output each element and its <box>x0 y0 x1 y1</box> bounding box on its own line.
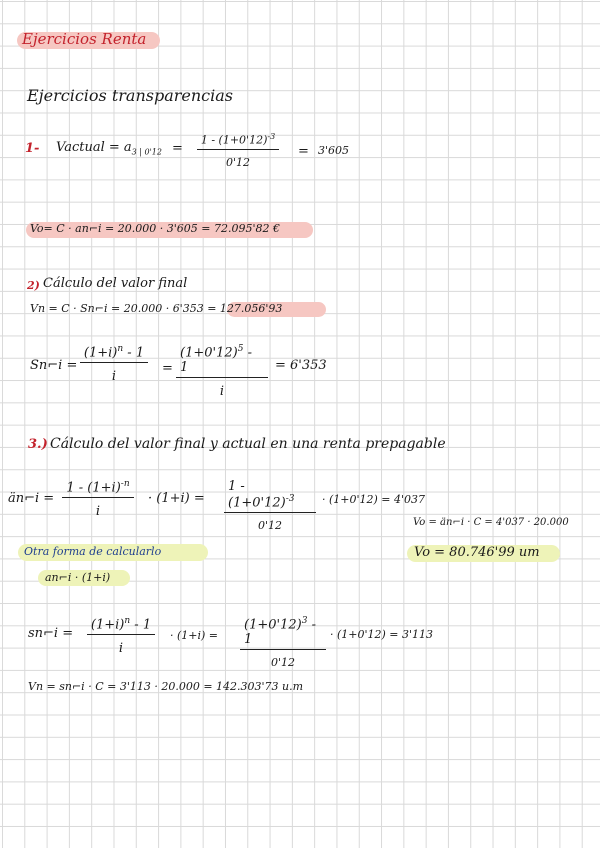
ex2-s-den1: i <box>111 369 117 385</box>
ex1-fraction-num <box>197 132 279 150</box>
ex3-s-num1-tail: - 1 <box>134 617 152 633</box>
ex3-a-lhs: än⌐i = <box>8 491 55 506</box>
ex2-fraction-1-num <box>80 344 148 363</box>
ex3-s-tail: · (1+0'12) = 3'113 <box>330 628 434 641</box>
ex3-a-fraction-1-num <box>62 479 133 498</box>
ex2-number: 2) <box>27 279 40 292</box>
ex1-eq1: = <box>172 141 183 156</box>
ex3-s-fraction-2-num <box>240 616 326 650</box>
ex3-s-num2-tail: - 1 <box>244 617 316 648</box>
ex2-fraction-1 <box>73 344 155 384</box>
ex3-s-fraction-2 <box>240 616 326 669</box>
ex1-lhs-text: Vactual = a <box>56 140 132 155</box>
ex3-s-lhs: sn⌐i = <box>28 626 74 641</box>
ex3-a-fraction-2 <box>224 479 316 532</box>
ex1-number: 1- <box>25 141 40 156</box>
ex2-s-num1-tail: - 1 <box>127 345 145 361</box>
ex3-a-den2: 0'12 <box>257 519 283 533</box>
ex3-s-fraction-1-num <box>87 616 155 635</box>
ex2-fraction-2-num <box>176 344 268 378</box>
ex3-a-fraction-1 <box>54 479 142 519</box>
ex2-s-num1: (1+i) <box>83 345 118 361</box>
ex1-den: 0'12 <box>225 155 251 169</box>
ex3-a-fraction-2-num <box>224 479 316 513</box>
ex3-s-den2: 0'12 <box>270 656 296 670</box>
ex3-a-den1: i <box>95 504 101 520</box>
ex1-num-exp: -3 <box>267 132 276 141</box>
section-title: Ejercicios transparencias <box>27 86 234 105</box>
ex2-fraction-2 <box>176 344 268 399</box>
ex2-s-lhs: Sn⌐i = <box>30 358 78 373</box>
ex3-s-num2: (1+0'12) <box>244 617 302 633</box>
ex3-s-num1-exp: n <box>124 616 131 626</box>
ex1-num: 1 - (1+0'12) <box>200 133 268 147</box>
ex3-number: 3.) <box>28 437 48 452</box>
page-title: Ejercicios Renta <box>22 30 147 48</box>
ex2-s-num2: (1+0'12) <box>180 345 238 361</box>
otra-forma-label: Otra forma de calcularlo <box>24 545 162 558</box>
ex1-lhs <box>56 140 162 157</box>
ex2-s-eq: = <box>162 361 173 376</box>
ex2-s-num1-exp: n <box>117 344 124 354</box>
ex3-vo-result: Vo = 80.746'99 um <box>414 545 540 560</box>
ex3-s-num2-exp: 3 <box>301 616 308 626</box>
ex2-vn-line: Vn = C · Sn⌐i = 20.000 · 6'353 = 127.056'93 <box>30 302 283 315</box>
ex3-s-fraction-1 <box>78 616 164 656</box>
ex3-a-tail: · (1+0'12) = 4'037 <box>322 493 426 506</box>
ex1-result: 3'605 <box>318 144 350 157</box>
ex3-vn-line: Vn = sn⌐i · C = 3'113 · 20.000 = 142.303'73 u.m <box>28 680 304 693</box>
ex1-lhs-sub: 3 | 0'12 <box>131 147 162 157</box>
ex3-vo-formula: Vo = än⌐i · C = 4'037 · 20.000 <box>413 517 569 528</box>
ex3-s-num1: (1+i) <box>90 617 125 633</box>
ex3-s-den1: i <box>118 641 124 657</box>
ex2-s-result: = 6'353 <box>275 358 327 373</box>
ex3-a-num2: 1 - (1+0'12) <box>228 479 286 511</box>
ex1-vo-line: Vo= C · an⌐i = 20.000 · 3'605 = 72.095'82 € <box>30 222 280 235</box>
ex3-a-mid: · (1+i) = <box>148 491 205 506</box>
ex2-title: Cálculo del valor final <box>43 276 188 291</box>
ex2-s-den2: i <box>219 384 225 400</box>
ex2-s-num2-exp: 5 <box>237 344 244 354</box>
ex1-fraction <box>188 132 288 169</box>
ex3-s-mid: · (1+i) = <box>170 629 219 642</box>
ex3-a-num2-exp: -3 <box>285 494 295 504</box>
ex1-eq2: = <box>298 144 309 159</box>
ex3-otra-expr: an⌐i · (1+i) <box>45 571 111 584</box>
ex3-title: Cálculo del valor final y actual en una renta prepagable <box>50 436 446 452</box>
ex2-s-num2-tail: - 1 <box>180 345 252 376</box>
ex3-a-num1: 1 - (1+i) <box>66 480 121 496</box>
ex3-a-num1-exp: -n <box>120 479 130 489</box>
